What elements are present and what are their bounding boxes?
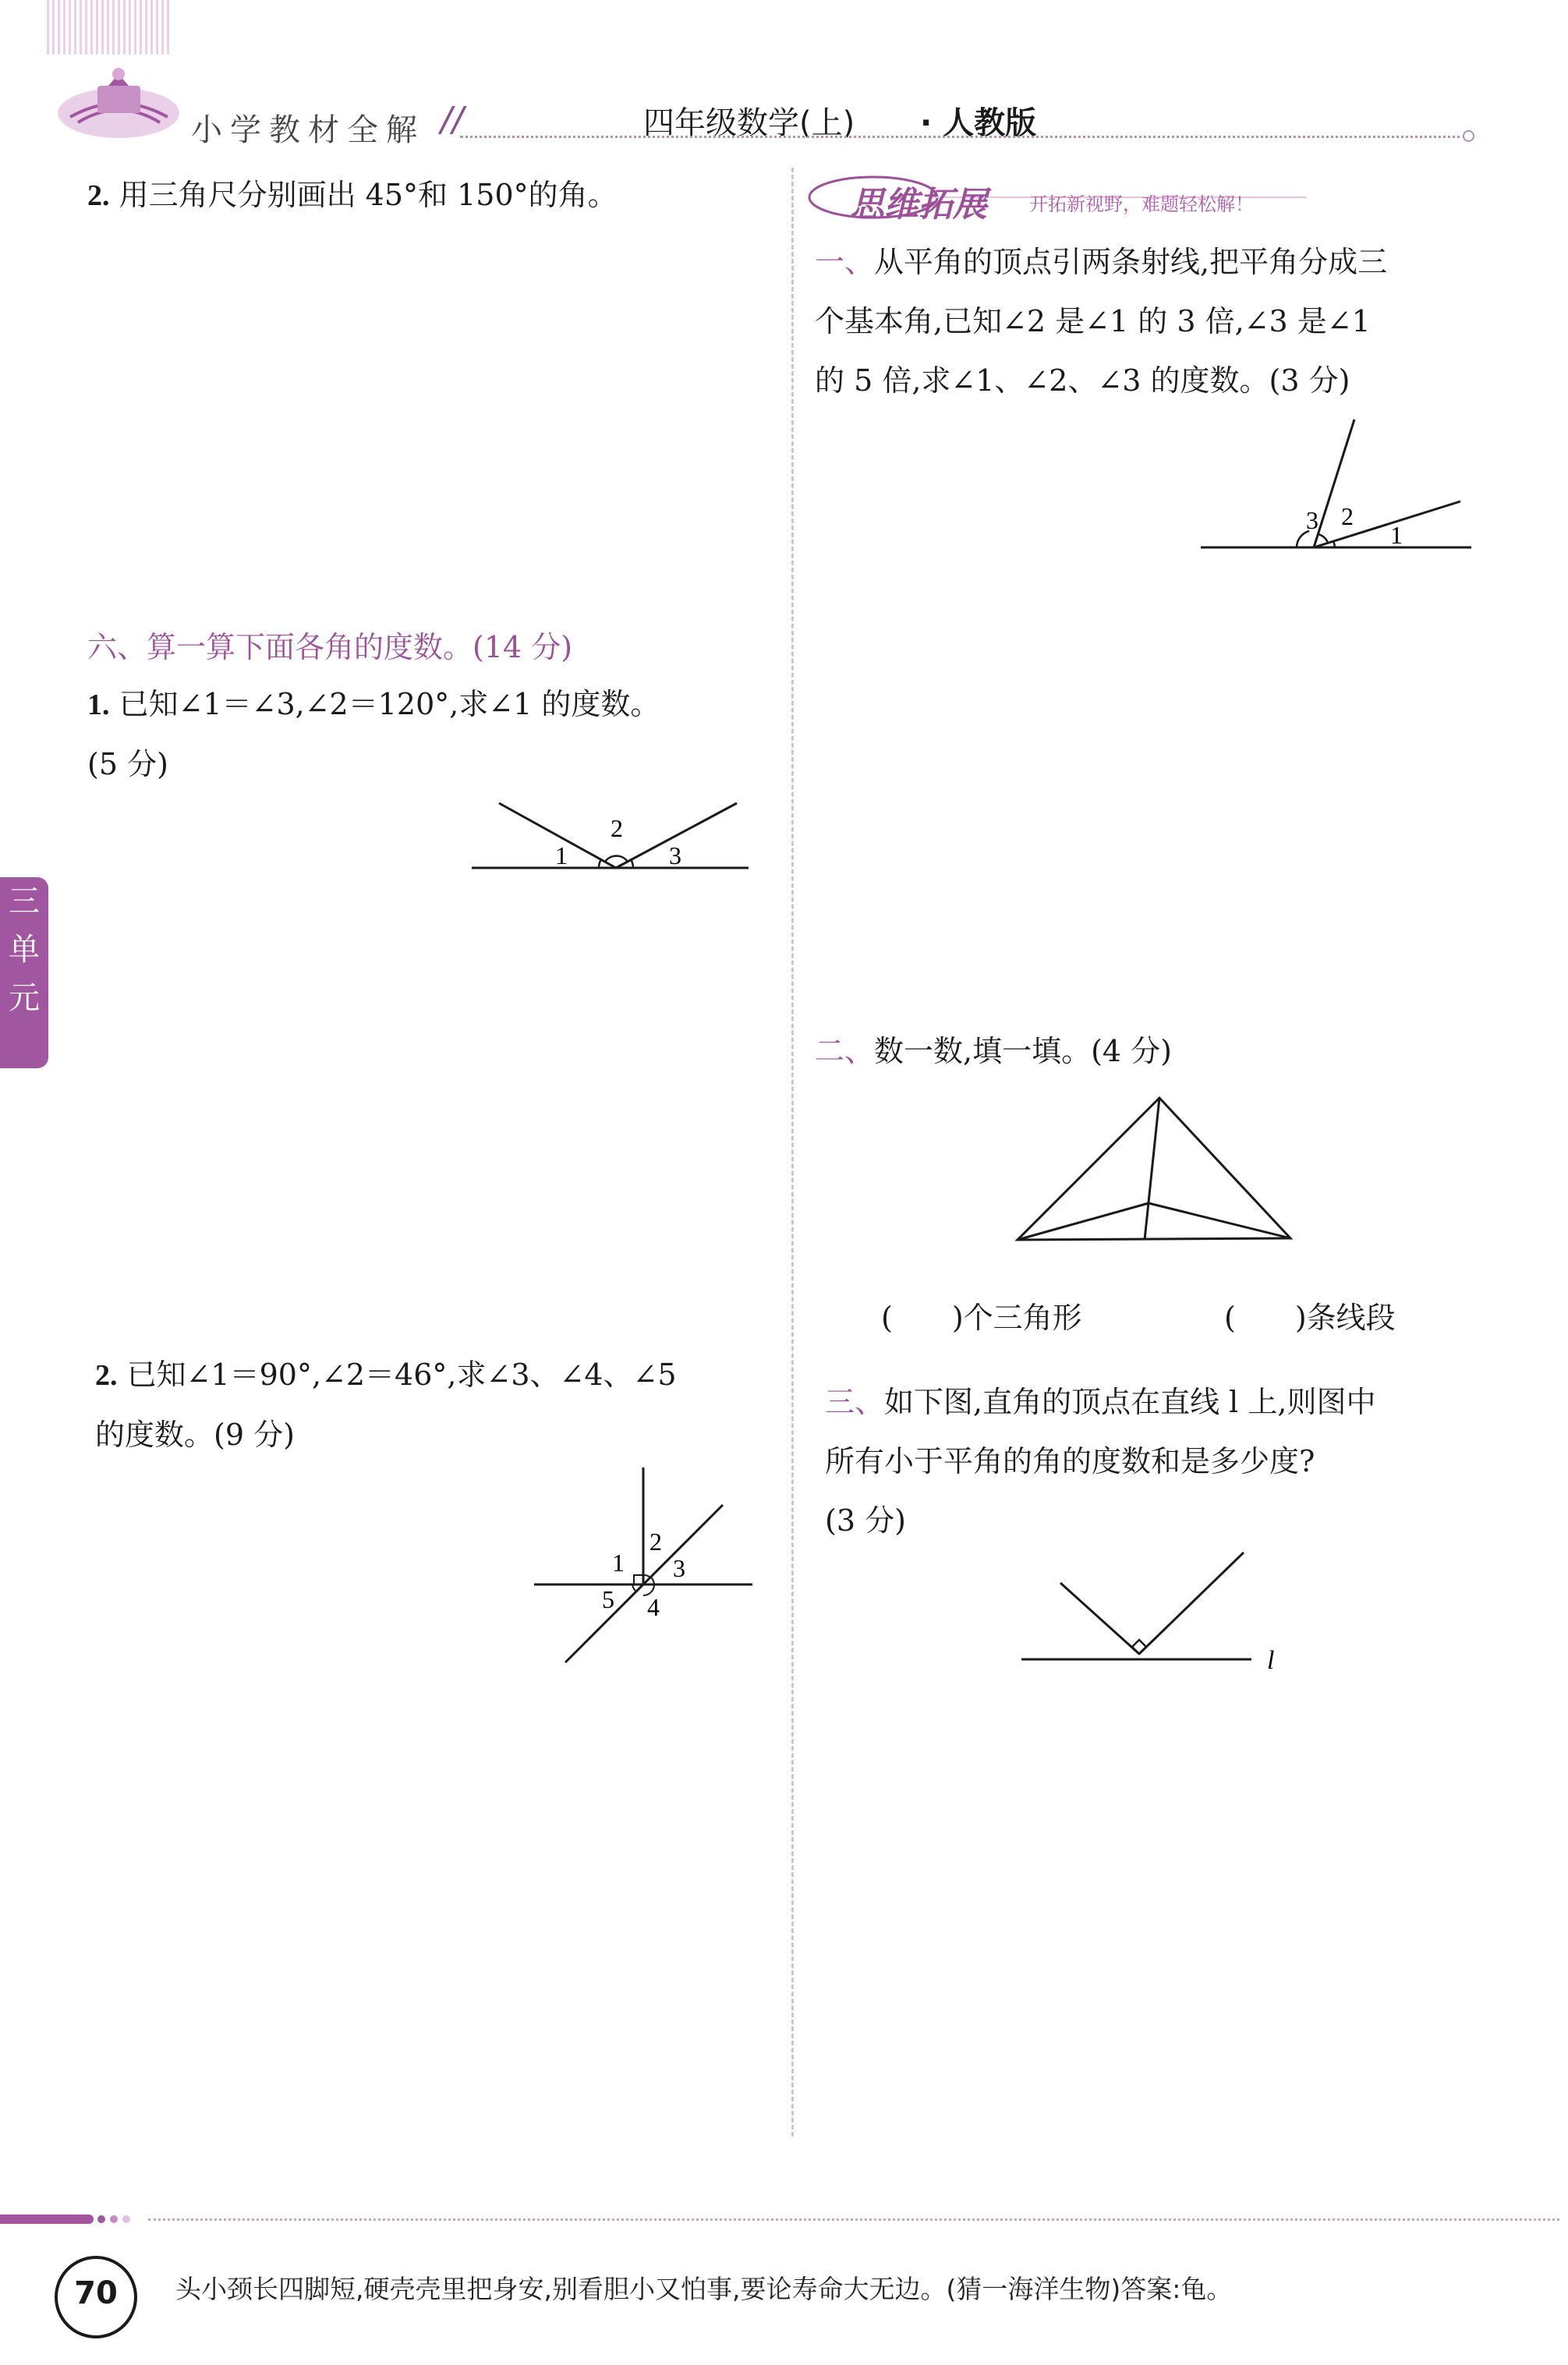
angle-figure-1 [468, 788, 756, 889]
page-number: 70 [74, 2275, 118, 2311]
extension-question-3: 三、如下图,直角的顶点在直线 l 上,则图中 所有小于平角的角的度数和是多少度? (3 分) [825, 1385, 1376, 1538]
footer-dots [95, 2215, 142, 2224]
book-title: 四年级数学(上) [643, 105, 855, 141]
angle-label: 1 [555, 841, 568, 869]
angle-label: 2 [649, 1528, 662, 1556]
header-rule [460, 136, 1466, 138]
line-label: l [1267, 1646, 1275, 1675]
series-slash: // [441, 100, 464, 140]
angle-label: 3 [673, 1554, 685, 1582]
unit-tab-char: 三 [9, 883, 40, 919]
extension-question-1: 一、从平角的顶点引两条射线,把平角分成三 个基本角,已知∠2 是∠1 的 3 倍,∠3 是∠1 的 5 倍,求∠1、∠2、∠3 的度数。(3 分) [815, 245, 1388, 398]
section-6-question-2: 2. 已知∠1＝90°,∠2＝46°,求∠3、∠4、∠5 的度数。(9 分) [95, 1358, 677, 1452]
angle-label: 2 [1341, 502, 1354, 530]
angle-label: 3 [1306, 506, 1318, 534]
footer-bar [0, 2215, 94, 2224]
extension-question-2: 二、数一数,填一填。(4 分) [815, 1034, 1173, 1068]
angle-label: 4 [647, 1593, 660, 1621]
unit-tab-char: 单 [9, 932, 40, 968]
extension-banner-title: 思维拓展 [850, 185, 987, 225]
header-rule-end [1463, 130, 1474, 142]
angle-label: 1 [1390, 521, 1403, 549]
triangle-figure [1010, 1092, 1298, 1248]
book-logo-icon [55, 58, 183, 144]
header-decoration [47, 0, 172, 55]
question-draw-angles: 2. 用三角尺分别画出 45°和 150°的角。 [87, 178, 618, 212]
column-divider [791, 168, 794, 2137]
angle-label: 1 [612, 1549, 625, 1577]
footer-riddle: 头小颈长四脚短,硬壳壳里把身安,别看胆小又怕事,要论寿命大无边。(猜一海洋生物)答案:龟。 [175, 2274, 1233, 2304]
section-6-heading: 六、算一算下面各角的度数。(14 分) [87, 630, 573, 664]
angle-label: 2 [611, 814, 623, 842]
angle-figure-2 [526, 1458, 760, 1669]
unit-tab-char: 元 [9, 980, 40, 1016]
triangle-count-blank: ( )个三角形 [881, 1301, 1082, 1335]
extension-banner-subtitle: 开拓新视野，难题轻松解！ [1029, 193, 1254, 215]
book-edition: · 人教版 [920, 105, 1037, 141]
right-angle-figure [1018, 1548, 1283, 1676]
footer-rule [148, 2218, 1559, 2221]
angle-figure-3 [1197, 413, 1478, 558]
section-6-question-1: 1. 已知∠1＝∠3,∠2＝120°,求∠1 的度数。 (5 分) [87, 687, 660, 781]
unit-tab [0, 877, 48, 1068]
series-name: 小学教材全解 [191, 112, 425, 148]
angle-label: 5 [602, 1585, 614, 1613]
segment-count-blank: ( )条线段 [1224, 1301, 1396, 1335]
angle-label: 3 [669, 841, 681, 869]
